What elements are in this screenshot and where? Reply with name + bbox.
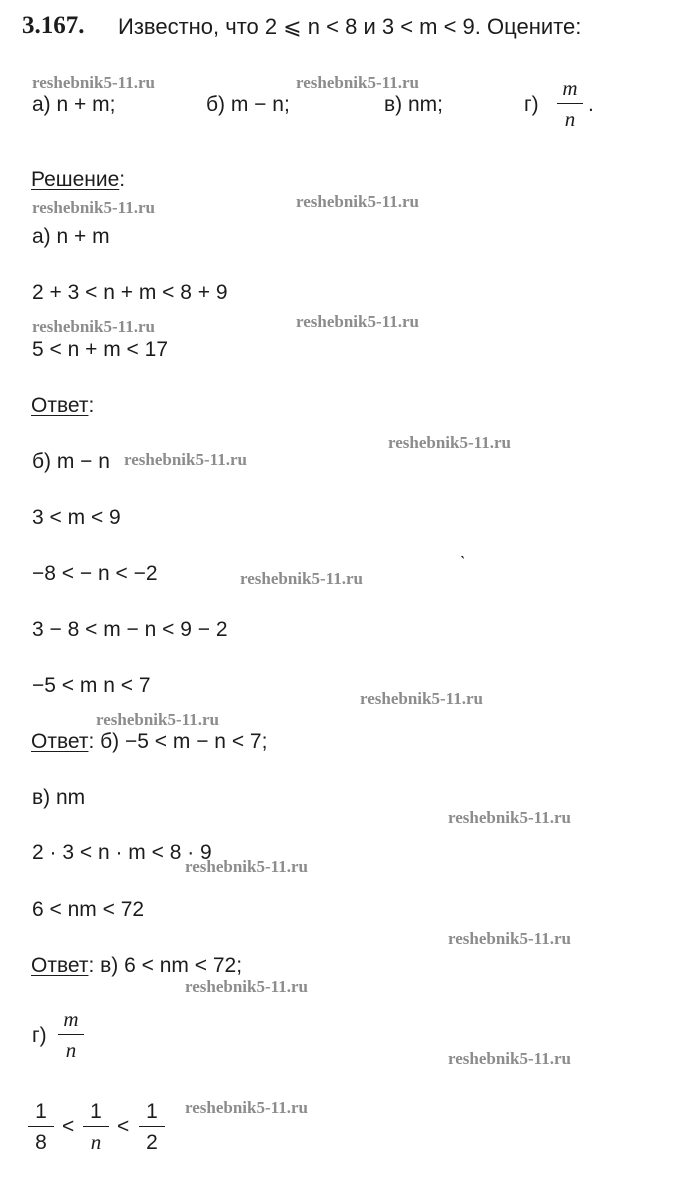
watermark: reshebnik5-11.ru [448,929,571,948]
part-b-step1: 3 < m < 9 [32,506,121,529]
part-g-fraction-1: 1 8 [28,1101,54,1153]
item-v: в) nm; [384,93,443,116]
part-g-fraction [58,1009,84,1061]
watermark: reshebnik5-11.ru [296,192,419,211]
fraction-bar [557,103,583,104]
watermark: reshebnik5-11.ru [185,1098,308,1117]
part-g-prefix: г) [32,1024,47,1047]
part-g-lt-1: < [62,1115,75,1138]
part-g-fraction-3: 1 2 [139,1101,165,1153]
fraction-bar [58,1034,84,1035]
item-g-numerator: m [562,76,578,100]
solution-title: Решение: [31,168,126,191]
part-b-step2: −8 < − n < −2 [32,562,158,585]
part-g-denominator: n [65,1038,77,1063]
item-g-prefix: г) [524,93,539,116]
watermark: reshebnik5-11.ru [124,450,247,469]
item-g-fraction [557,78,583,130]
item-b: б) m − n; [206,93,290,116]
watermark: reshebnik5-11.ru [185,857,308,876]
part-b-step3: 3 − 8 < m − n < 9 − 2 [32,618,228,641]
part-g-lt-2: < [117,1115,130,1138]
fraction-bar [83,1126,109,1127]
fraction-bar [28,1126,54,1127]
item-g-suffix: . [588,93,594,116]
watermark: reshebnik5-11.ru [185,977,308,996]
watermark: reshebnik5-11.ru [32,73,155,92]
watermark: reshebnik5-11.ru [360,689,483,708]
stray-mark: ˎ [460,539,466,559]
part-b-step4: −5 < m n < 7 [32,674,151,697]
problem-number: 3.167. [22,12,85,39]
part-v-header: в) nm [32,786,86,809]
part-b-header: б) m − n [32,450,110,473]
watermark: reshebnik5-11.ru [96,710,219,729]
part-v-step1: 2 · 3 < n · m < 8 · 9 [32,841,212,864]
part-b-answer: Ответ: б) −5 < m − n < 7; [31,730,268,753]
part-g-fraction-2: 1 n [83,1101,109,1153]
part-a-answer: Ответ: [31,394,95,417]
watermark: reshebnik5-11.ru [388,433,511,452]
watermark: reshebnik5-11.ru [296,312,419,331]
part-a-header: а) n + m [32,225,110,248]
watermark: reshebnik5-11.ru [296,73,419,92]
part-v-answer: Ответ: в) 6 < nm < 72; [31,954,243,977]
problem-statement: Известно, что 2 ⩽ n < 8 и 3 < m < 9. Оцените: [118,14,582,39]
fraction-bar [139,1126,165,1127]
watermark: reshebnik5-11.ru [448,808,571,827]
item-g-denominator: n [564,107,576,132]
item-a: а) n + m; [32,93,116,116]
part-v-step2: 6 < nm < 72 [32,898,145,921]
watermark: reshebnik5-11.ru [32,198,155,217]
watermark: reshebnik5-11.ru [448,1049,571,1068]
watermark: reshebnik5-11.ru [240,569,363,588]
watermark: reshebnik5-11.ru [32,317,155,336]
part-g-numerator: m [63,1007,79,1031]
part-a-step2: 5 < n + m < 17 [32,338,169,361]
part-a-step1: 2 + 3 < n + m < 8 + 9 [32,281,228,304]
